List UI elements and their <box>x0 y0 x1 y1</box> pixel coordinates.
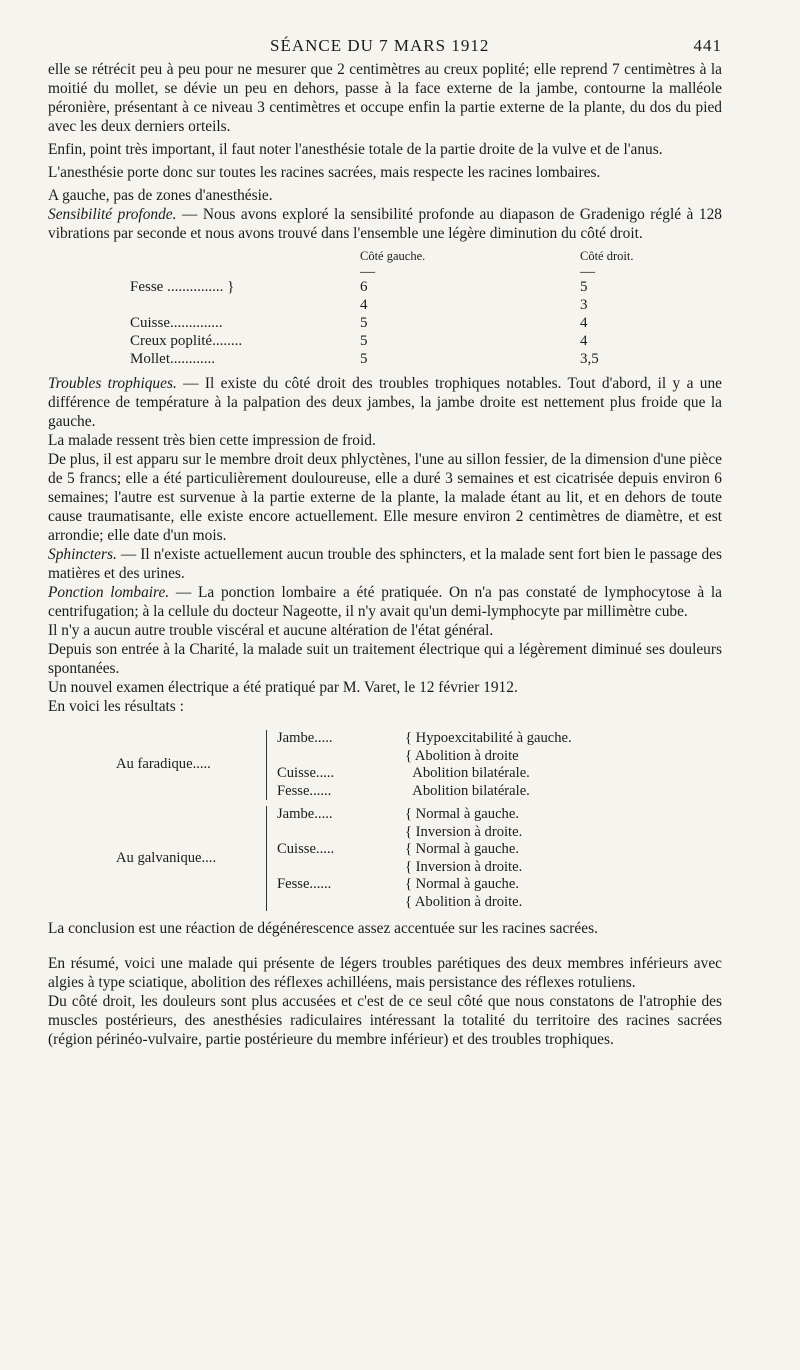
section-heading: Sphincters. <box>48 546 117 563</box>
paragraph-troubles <box>48 374 722 431</box>
row-label: Creux poplité <box>130 333 213 349</box>
paragraph-text: — Nous avons exploré la sensibilité profonde au diapason de Gradenigo réglé à 128 vibrations par seconde et nous avons trouvé dans l'ensemble une légère diminution du côté droit. <box>48 206 722 242</box>
cell-gauche: 5 <box>360 315 368 331</box>
part-label: Jambe..... <box>267 806 388 824</box>
cell-gauche: 6 <box>360 279 368 295</box>
paragraph: De plus, il est apparu sur le membre droit deux phlyctènes, l'une au sillon fessier, de la dimension d'une pièce de 5 francs; elle a été particulièrement douloureuse, elle a duré 3 semaines et est cicatrisée depuis environ 6 semaines; l'autre est survenue à la partie externe de la plante, la malade étant au lit, et en dehors de toute cause traumatisante, elle existe encore actuellement. Elle mesure environ 2 centimètres de diamètre, et est arrondie; elle date d'un mois. <box>48 451 722 544</box>
paragraph-text: — Il existe du côté droit des troubles trophiques notables. Tout d'abord, il y a une différence de température à la palpation des deux jambes, la jambe droite est nettement plus froide que la gauche. <box>48 375 722 430</box>
row-label: Fesse <box>130 279 164 295</box>
result: { Inversion à droite. <box>405 858 523 875</box>
paragraph-resume: En résumé, voici une malade qui présente de légers troubles parétiques des deux membres inférieurs avec algies à type sciatique, abolition des réflexes achilléens, mais persistance des réflexes rotuliens. <box>48 955 722 991</box>
column-header-droit: Côté droit. <box>580 249 634 263</box>
group-label-faradique: Au faradique..... <box>116 756 211 773</box>
page-number: 441 <box>693 36 722 55</box>
row-label: Mollet <box>130 351 170 367</box>
table-row <box>116 730 572 748</box>
cell-gauche: 5 <box>360 333 368 349</box>
table-row: Creux poplité........ 5 4 <box>130 332 700 350</box>
cell-droit: 4 <box>580 333 588 349</box>
paragraph: A gauche, pas de zones d'anesthésie. <box>48 187 273 204</box>
dash: — <box>580 264 595 280</box>
sensitivity-table <box>130 249 722 368</box>
result: { Inversion à droite. <box>405 823 523 840</box>
cell-droit: 5 <box>580 279 588 295</box>
row-label: Cuisse <box>130 315 171 331</box>
table-row: Mollet............ 5 3,5 <box>130 350 700 368</box>
result: { Abolition à droite. <box>405 893 523 910</box>
cell-droit: 3 <box>580 297 588 313</box>
paragraph-ponction <box>48 583 722 621</box>
result: Abolition bilatérale. <box>412 765 530 781</box>
result: { Abolition à droite <box>405 747 519 764</box>
electrical-results-table <box>116 730 722 911</box>
paragraph: Du côté droit, les douleurs sont plus accusées et c'est de ce seul côté que nous constatons de l'atrophie des muscles postérieurs, des anesthésies radiculaires intéressant la totalité du territoire des racines sacrées (région périnéo-vulvaire, partie postérieure du membre inférieur) et des troubles trophiques. <box>48 993 722 1048</box>
result: { Normal à gauche. <box>405 841 519 857</box>
part-label: Cuisse..... <box>267 841 388 859</box>
group-label-galvanique: Au galvanique.... <box>116 849 217 866</box>
paragraph: Un nouvel examen électrique a été pratiqué par M. Varet, le 12 février 1912. <box>48 679 518 696</box>
paragraph: Enfin, point très important, il faut noter l'anesthésie totale de la partie droite de la vulve et de l'anus. <box>48 141 663 158</box>
cell-droit: 4 <box>580 315 588 331</box>
table-row <box>116 806 572 824</box>
paragraph: Depuis son entrée à la Charité, la malade suit un traitement électrique qui a légèrement diminué ses douleurs spontanées. <box>48 641 722 677</box>
part-label: Fesse...... <box>267 783 388 801</box>
paragraph: Il n'y a aucun autre trouble viscéral et aucune altération de l'état général. <box>48 622 494 639</box>
section-heading: Ponction lombaire. <box>48 584 170 601</box>
paragraph-text: — Il n'existe actuellement aucun trouble des sphincters, et la malade sent fort bien le passage des matières et des urines. <box>48 546 722 582</box>
section-heading: Troubles trophiques. <box>48 375 177 392</box>
result: { Normal à gauche. <box>405 876 519 892</box>
paragraph-conclusion: La conclusion est une réaction de dégénérescence assez accentuée sur les racines sacrées. <box>48 920 598 937</box>
paragraph: La malade ressent très bien cette impression de froid. <box>48 432 376 449</box>
table-row: Fesse ............... } 6 5 <box>130 278 700 296</box>
running-head <box>48 30 722 56</box>
running-title: SÉANCE DU 7 MARS 1912 <box>270 36 490 55</box>
paragraph: elle se rétrécit peu à peu pour ne mesurer que 2 centimètres au creux poplité; elle reprend 7 centimètres à la moitié du mollet, se dévie un peu en dehors, passe à la face externe de la jambe, contourne la malléole péronière, présentant à ce niveau 3 centimètres et occupe enfin la partie externe de la plante, du dos du pied avec les deux derniers orteils. <box>48 61 722 135</box>
paragraph: L'anesthésie porte donc sur toutes les racines sacrées, mais respecte les racines lombaires. <box>48 164 601 181</box>
dash: — <box>360 264 375 280</box>
part-label: Cuisse..... <box>267 765 388 783</box>
paragraph-sphincters <box>48 545 722 583</box>
column-header-gauche: Côté gauche. <box>360 249 426 263</box>
table-row <box>130 296 700 314</box>
cell-droit: 3,5 <box>580 351 599 367</box>
paragraph: En voici les résultats : <box>48 698 184 715</box>
paragraph-sensibilite <box>48 205 722 243</box>
cell-gauche: 4 <box>360 297 368 313</box>
part-label: Jambe..... <box>267 730 388 748</box>
result: Abolition bilatérale. <box>412 782 530 799</box>
cell-gauche: 5 <box>360 351 368 367</box>
result: { Normal à gauche. <box>405 806 519 822</box>
table-row: Cuisse.............. 5 4 <box>130 314 700 332</box>
paragraph-text: — La ponction lombaire a été pratiquée. On n'a pas constaté de lymphocytose à la centrifugation; à la cellule du docteur Nageotte, il n'y avait qu'un demi-lymphocyte par millimètre cube. <box>48 584 723 620</box>
section-heading: Sensibilité profonde. <box>48 206 177 223</box>
part-label: Fesse...... <box>267 876 388 894</box>
result: { Hypoexcitabilité à gauche. <box>405 730 572 746</box>
